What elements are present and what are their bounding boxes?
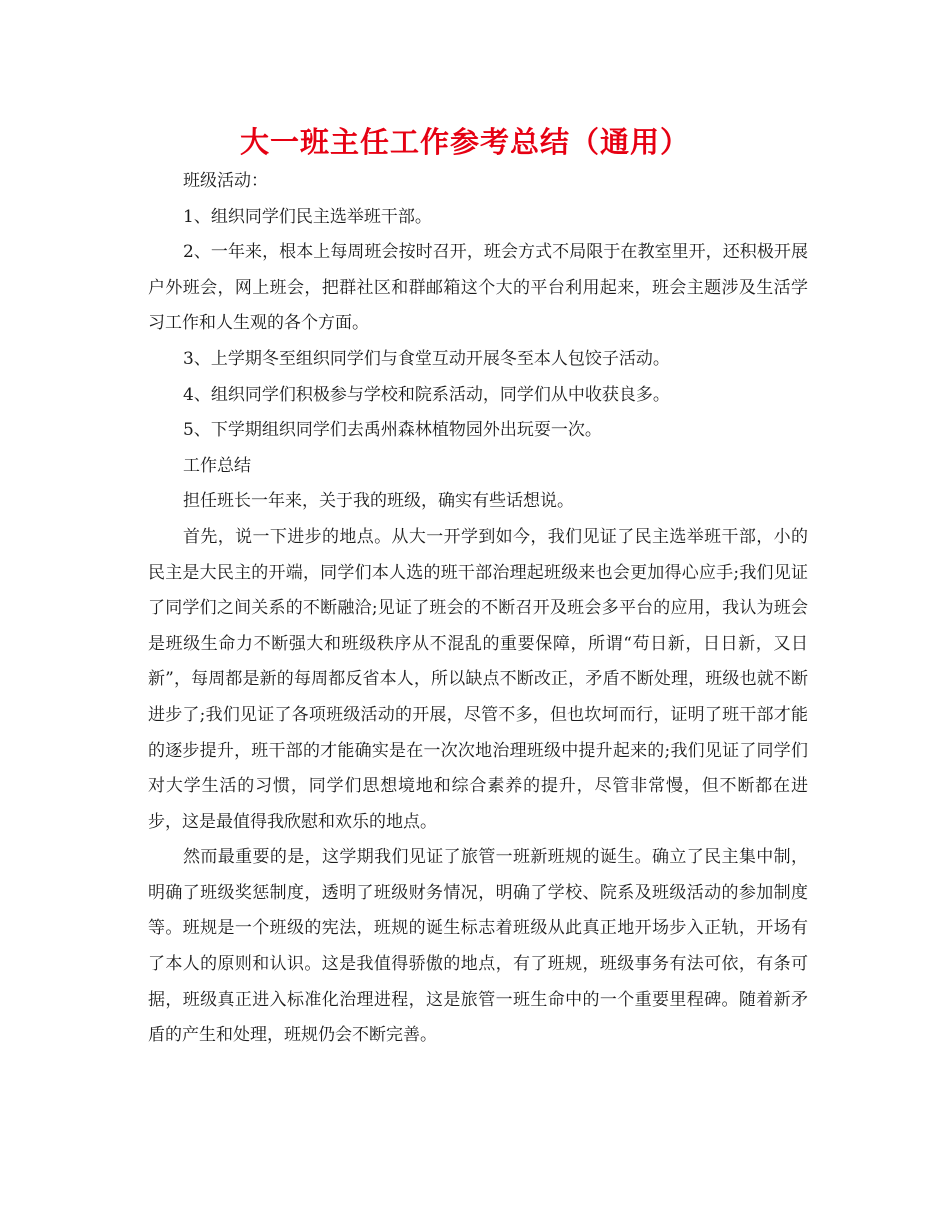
summary-paragraph-class-rules: 然而最重要的是，这学期我们见证了旅管一班新班规的诞生。确立了民主集中制，明确了班级奖惩制度，透明了班级财务情况，明确了学校、院系及班级活动的参加制度等。班规是一个班级的宪法，班规的诞生标志着班级从此真正地开场步入正轨，开场有了本人的原则和认识。这是我值得骄傲的地点，有了班规，班级事务有法可依，有条可据，班级真正进入标准化治理进程，这是旅管一班生命中的一个重要里程碑。随着新矛盾的产生和处理，班规仍会不断完善。 bbox=[148, 847, 808, 1046]
activity-item-5: 5、下学期组织同学们去禹州森林植物园外出玩耍一次。 bbox=[183, 420, 602, 441]
activity-item-4: 4、组织同学们积极参与学校和院系活动，同学们从中收获良多。 bbox=[183, 384, 670, 405]
section-heading-activities: 班级活动： bbox=[183, 171, 268, 191]
summary-paragraph-progress: 首先，说一下进步的地点。从大一开学到如今，我们见证了民主选举班干部，小的民主是大民主的开端，同学们本人选的班干部治理起班级来也会更加得心应手;我们见证了同学们之间关系的不断融洽;见证了班会的不断召开及班会多平台的应用，我认为班会是班级生命力不断强大和班级秩序从不混乱的重要保障，所谓“苟日新，日日新，又日新”，每周都是新的每周都反省本人，所以缺点不断改正，矛盾不断处理，班级也就不断进步了;我们见证了各项班级活动的开展，尽管不多，但也坎坷而行，证明了班干部才能的逐步提升，班干部的才能确实是在一次次地治理班级中提升起来的;我们见证了同学们对大学生活的习惯，同学们思想境地和综合素养的提升，尽管非常慢，但不断都在进步，这是最值得我欣慰和欢乐的地点。 bbox=[148, 526, 808, 832]
section-heading-summary: 工作总结 bbox=[183, 455, 251, 476]
activity-item-2: 2、一年来，根本上每周班会按时召开，班会方式不局限于在教室里开，还积极开展户外班会，网上班会，把群社区和群邮箱这个大的平台利用起来，班会主题涉及生活学习工作和人生观的各个方面。 bbox=[148, 242, 808, 334]
document-title: 大一班主任工作参考总结（通用） bbox=[239, 125, 690, 159]
summary-paragraph-intro: 担任班长一年来，关于我的班级，确实有些话想说。 bbox=[183, 491, 574, 512]
activity-item-3: 3、上学期冬至组织同学们与食堂互动开展冬至本人包饺子活动。 bbox=[183, 348, 670, 369]
activity-item-1: 1、组织同学们民主选举班干部。 bbox=[183, 206, 432, 227]
document-body bbox=[148, 164, 808, 1054]
